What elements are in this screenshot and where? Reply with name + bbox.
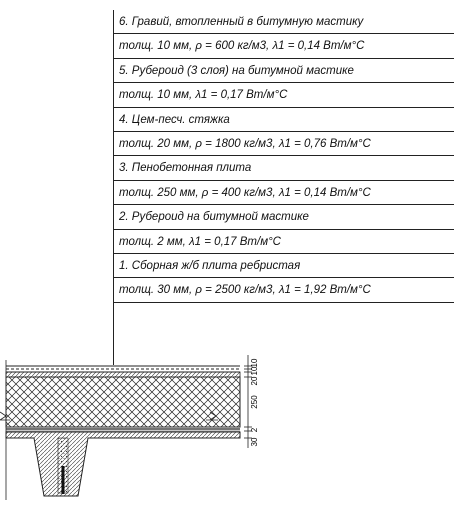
dim-2: 2 — [250, 427, 259, 433]
dim-30: 30 — [250, 437, 259, 447]
ruberoid-layer — [6, 429, 240, 431]
layer-3-title: 3. Пенобетонная плита — [113, 156, 454, 180]
layer-1-spec: толщ. 30 мм, ρ = 2500 кг/м3, λ1 = 1,92 Вт/м°С — [113, 278, 454, 302]
dim-10-top: 10 — [250, 358, 259, 368]
layer-1-title: 1. Сборная ж/б плита ребристая — [113, 254, 454, 278]
layer-5-spec: толщ. 10 мм, λ1 = 0,17 Вт/м°С — [113, 83, 454, 107]
layer-5-title: 5. Рубероид (3 слоя) на битумной мастике — [113, 59, 454, 83]
screed-layer — [6, 372, 240, 377]
ribbed-slab — [6, 432, 240, 496]
dimension-chain — [244, 355, 259, 448]
dim-10-second: 10 — [250, 366, 259, 376]
foam-concrete-layer — [6, 377, 240, 427]
layer-4-spec: толщ. 20 мм, ρ = 1800 кг/м3, λ1 = 0,76 Вт/м°С — [113, 132, 454, 156]
layer-6-spec: толщ. 10 мм, ρ = 600 кг/м3, λ1 = 0,14 Вт/м°С — [113, 34, 454, 58]
dim-250: 250 — [250, 395, 259, 409]
layer-3-spec: толщ. 250 мм, ρ = 400 кг/м3, λ1 = 0,14 Вт/м°С — [113, 181, 454, 205]
gravel-layer — [6, 366, 240, 369]
layer-2-title: 2. Рубероид на битумной мастике — [113, 205, 454, 229]
layer-6-title: 6. Гравий, втопленный в битумную мастику — [113, 10, 454, 34]
layer-4-title: 4. Цем-песч. стяжка — [113, 108, 454, 132]
layer-2-spec: толщ. 2 мм, λ1 = 0,17 Вт/м°С — [113, 230, 454, 254]
dim-20: 20 — [250, 376, 259, 386]
